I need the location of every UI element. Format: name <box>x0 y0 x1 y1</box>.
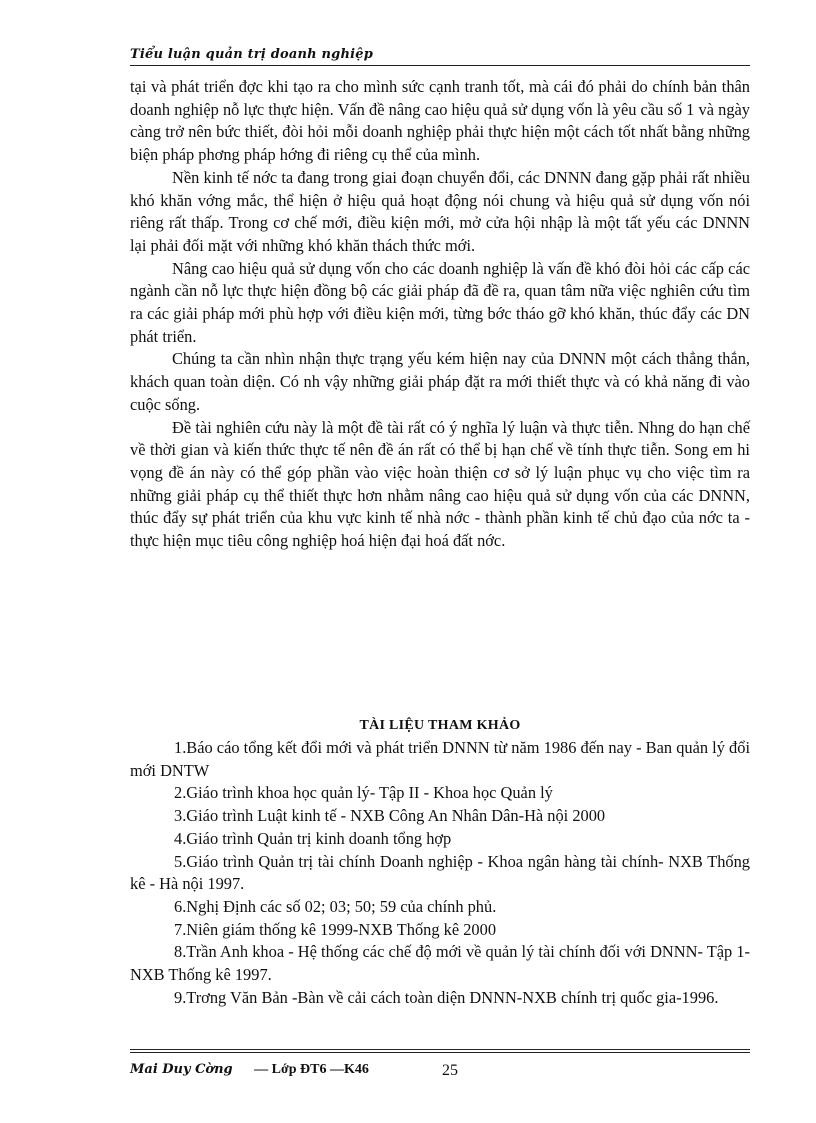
references-list <box>130 737 750 1009</box>
page-footer <box>130 1062 750 1078</box>
running-header: Tiểu luận quản trị doanh nghiệp <box>130 47 374 62</box>
header-rule <box>130 65 750 66</box>
footer-rule <box>130 1049 750 1050</box>
paragraph: Nâng cao hiệu quả sử dụng vốn cho các doanh nghiệp là vấn đề khó đòi hỏi các cấp các ngành cần nỗ lực thực hiện đồng bộ các giải pháp đã đề ra, quan tâm nữa việc nghiên cứu tìm ra các giải pháp mới phù hợp với điều kiện mới, từng bớc tháo gỡ khó khăn, thúc đẩy các DN phát triển. <box>130 258 750 346</box>
footer-author: Mai Duy Cờng <box>130 1062 233 1077</box>
reference-item: 1.Báo cáo tổng kết đổi mới và phát triển DNNN từ năm 1986 đến nay - Ban quản lý đổi mới DNTW <box>130 738 750 780</box>
reference-item: 9.Trơng Văn Bản -Bàn về cải cách toàn diện DNNN-NXB chính trị quốc gia-1996. <box>174 987 719 1007</box>
paragraph: Chúng ta cần nhìn nhận thực trạng yếu kém hiện nay của DNNN một cách thẳng thắn, khách quan toàn diện. Có nh vậy những giải pháp đặt ra mới thiết thực và có khả năng đi vào cuộc sống. <box>130 349 750 414</box>
footer-rule <box>130 1052 750 1053</box>
references-title: TÀI LIỆU THAM KHẢO <box>359 718 521 733</box>
body-text <box>130 76 750 553</box>
paragraph: tại và phát triển đợc khi tạo ra cho mình sức cạnh tranh tốt, mà cái đó phải do chính bản thân doanh nghiệp nỗ lực thực hiện. Vấn đề nâng cao hiệu quả sử dụng vốn là yêu cầu số 1 và ngày càng trở nên bức thiết, đòi hỏi mỗi doanh nghiệp phải thực hiện một cách tốt nhất bằng những biện pháp phơng pháp hớng đi riêng cụ thể của mình. <box>130 77 750 165</box>
footer-class: — Lớp ĐT6 —K46 <box>254 1062 369 1077</box>
reference-item: 6.Nghị Định các số 02; 03; 50; 59 của chính phủ. <box>174 896 497 916</box>
paragraph: Đề tài nghiên cứu này là một đề tài rất có ý nghĩa lý luận và thực tiễn. Nhng do hạn chế về thời gian và kiến thức thực tế nên đề án rất có thể bị hạn chế về tính thực tiễn. Song em hi vọng đề án này có thể góp phần vào việc hoàn thiện cơ sở lý luận phục vụ cho việc tìm ra những giải pháp cụ thể thiết thực hơn nhằm nâng cao hiệu quả sử dụng vốn của các DNNN, thúc đẩy sự phát triển của khu vực kinh tế nhà nớc - thành phần kinh tế chủ đạo của nớc ta - thực hiện mục tiêu công nghiệp hoá hiện đại hoá đất nớc. <box>130 417 750 551</box>
reference-item: 4.Giáo trình Quản trị kinh doanh tổng hợp <box>174 828 452 848</box>
page-number: 25 <box>442 1062 458 1079</box>
reference-item: 5.Giáo trình Quản trị tài chính Doanh nghiệp - Khoa ngân hàng tài chính- NXB Thống kê - Hà nội 1997. <box>130 851 750 894</box>
reference-item: 8.Trần Anh khoa - Hệ thống các chế độ mới về quản lý tài chính đối với DNNN- Tập 1- NXB Thống kê 1997. <box>130 942 750 985</box>
paragraph: Nền kinh tế nớc ta đang trong giai đoạn chuyển đổi, các DNNN đang gặp phải rất nhiều khó khăn vớng mắc, thể hiện ở hiệu quả hoạt động nói chung và hiệu quả sử dụng vốn nói riêng rất thấp. Trong cơ chế mới, điều kiện mới, mở cửa hội nhập là một tất yếu các DNNN lại phải đối mặt với những khó khăn thách thức mới. <box>130 167 750 255</box>
reference-item: 7.Niên giám thống kê 1999-NXB Thống kê 2000 <box>174 919 497 939</box>
reference-item: 2.Giáo trình khoa học quản lý- Tập II - Khoa học Quản lý <box>174 783 553 803</box>
reference-item: 3.Giáo trình Luật kinh tế - NXB Công An Nhân Dân-Hà nội 2000 <box>174 806 606 826</box>
